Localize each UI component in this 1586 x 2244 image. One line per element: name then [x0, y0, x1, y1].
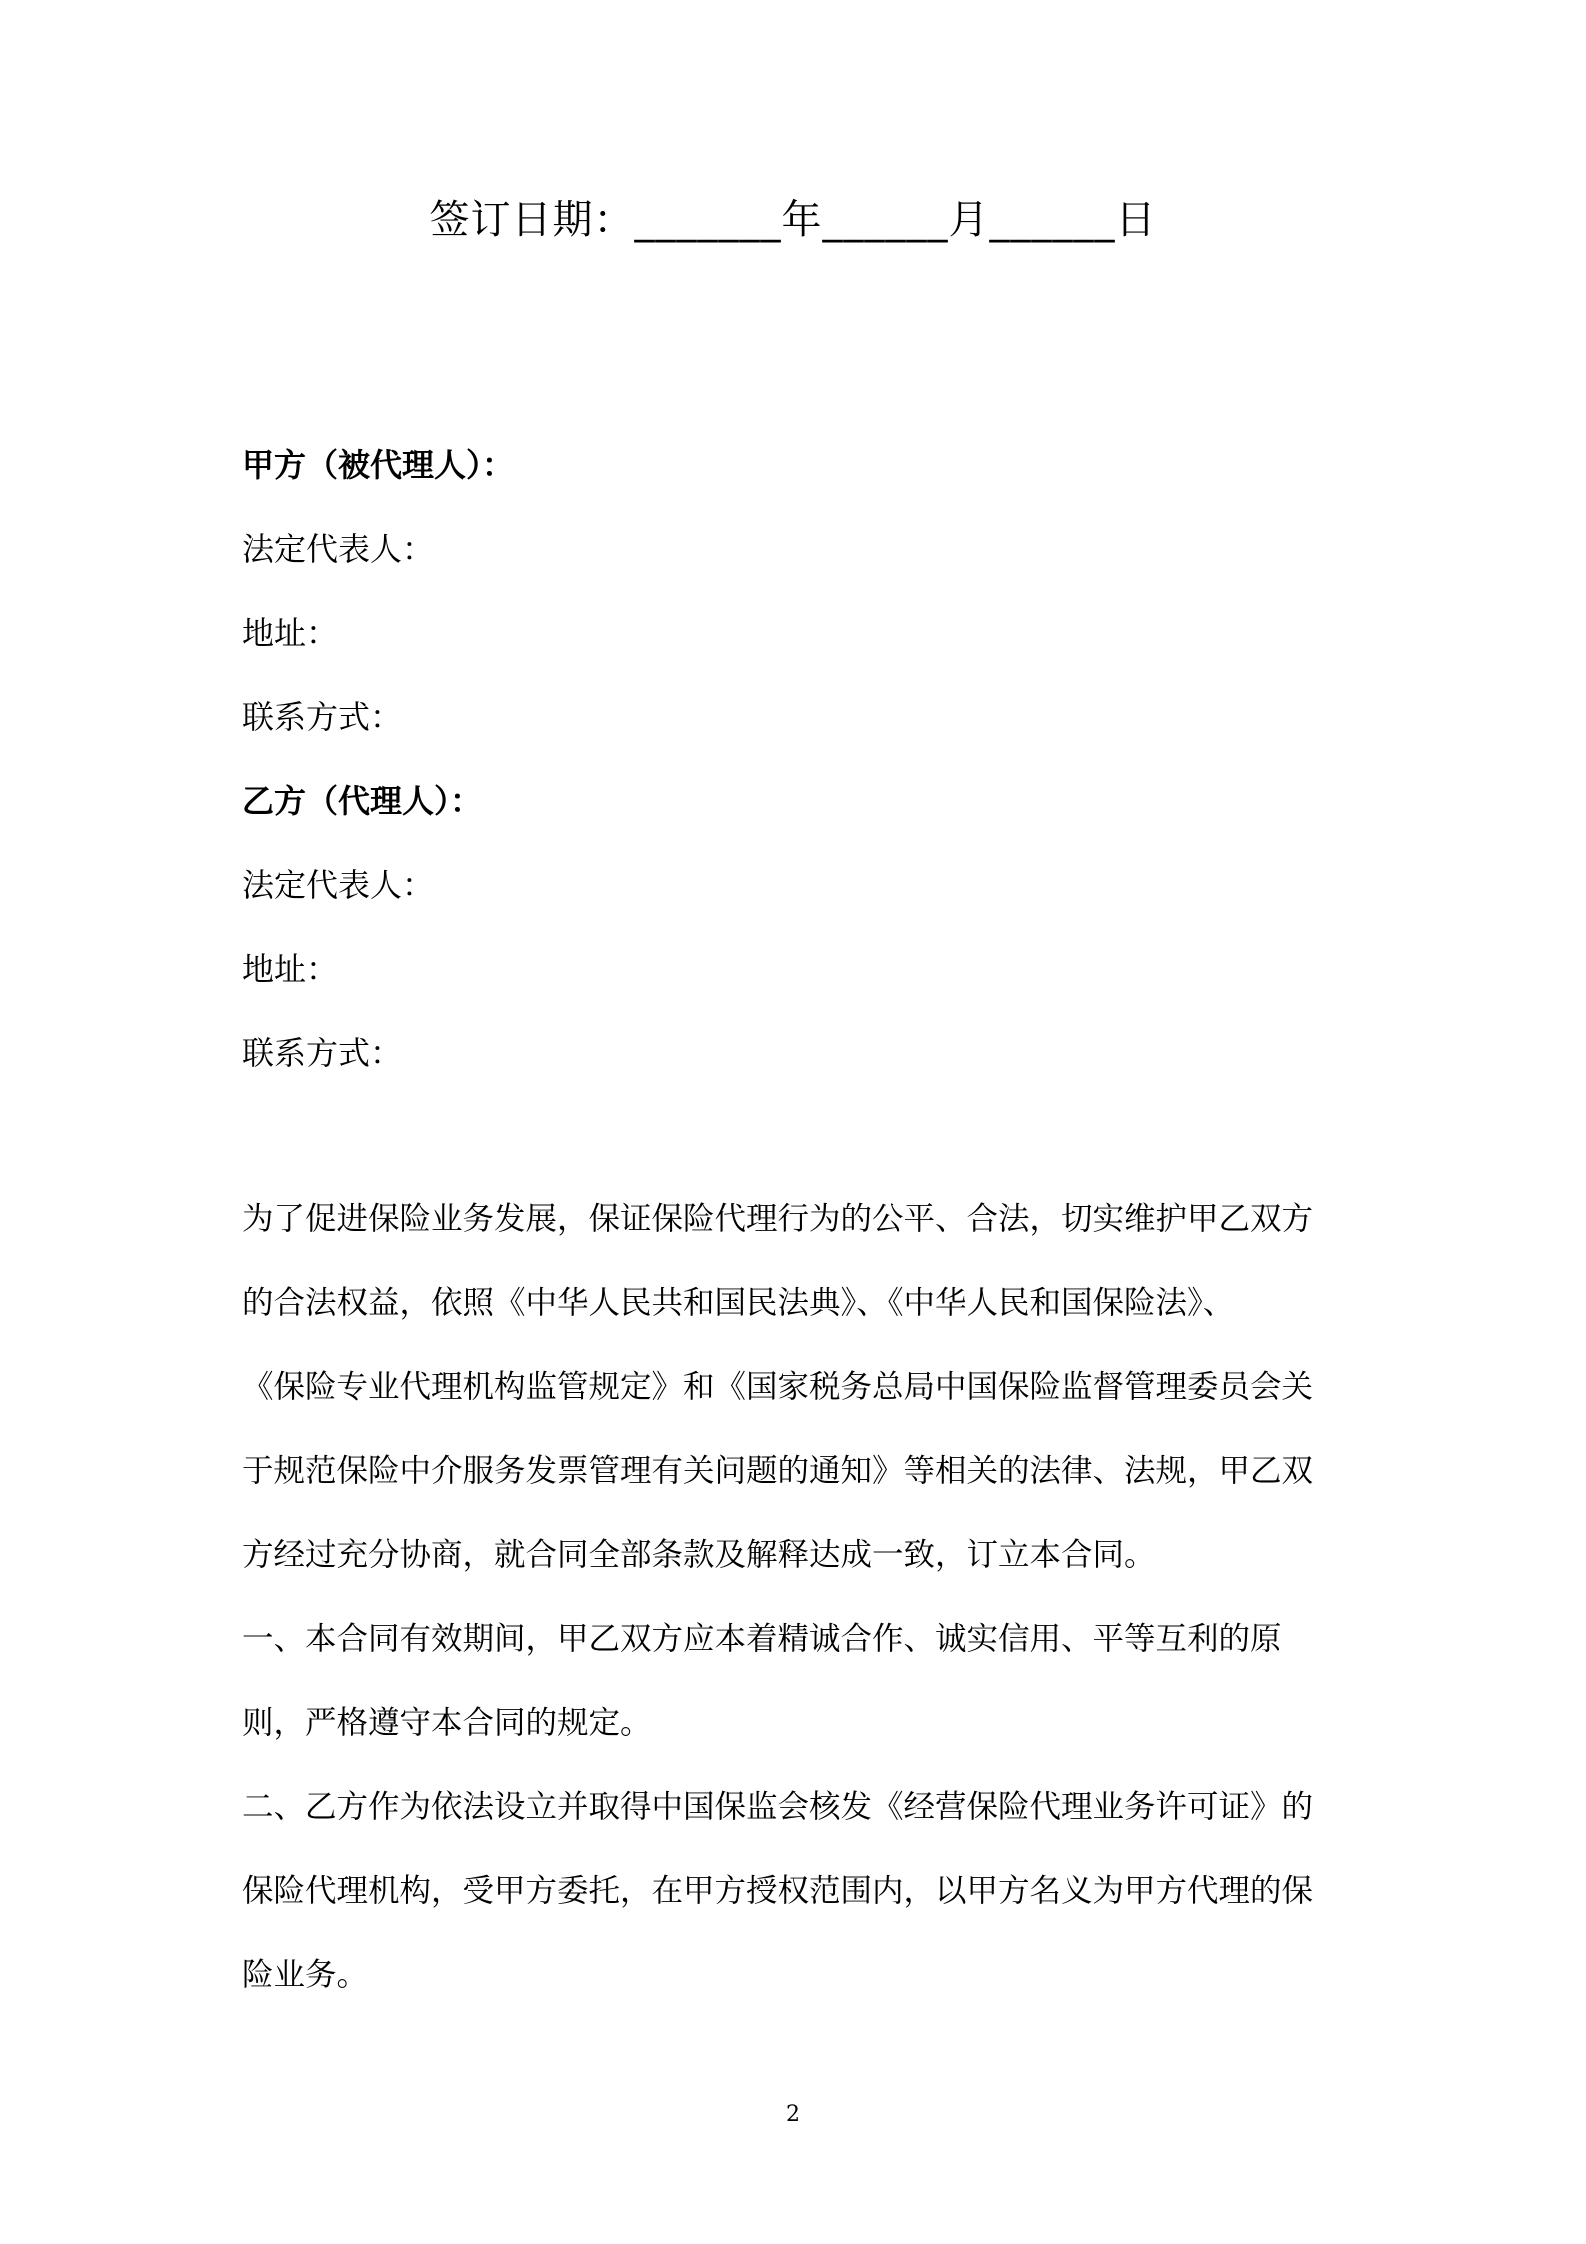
party-a-legal-rep-label: 法定代表人：: [242, 530, 435, 568]
parties-section: [242, 423, 1348, 1095]
page-number: 2: [786, 2102, 800, 2127]
party-a-heading: 甲方（被代理人）：: [242, 446, 515, 484]
clause-1-line: 一、本合同有效期间，甲乙双方应本着精诚合作、诚实信用、平等互利的原: [242, 1621, 1282, 1657]
party-b-heading: 乙方（代理人）：: [242, 782, 483, 820]
contract-body: [242, 1177, 1348, 2017]
clause-1-line: 则，严格遵守本合同的规定。: [242, 1705, 652, 1741]
preamble-line: 的合法权益，依照《中华人民共和国民法典》、《中华人民和国保险法》、: [242, 1285, 1235, 1321]
signing-date-line: 签订日期：_______年______月______日: [429, 197, 1157, 243]
clause-2-line: 二、乙方作为依法设立并取得中国保监会核发《经营保险代理业务许可证》的: [242, 1789, 1314, 1825]
clause-2-line: 险业务。: [242, 1957, 369, 1993]
preamble-line: 为了促进保险业务发展，保证保险代理行为的公平、合法，切实维护甲乙双方: [242, 1201, 1314, 1237]
preamble-line: 方经过充分协商，就合同全部条款及解释达成一致，订立本合同。: [242, 1537, 1156, 1573]
party-b-address-label: 地址：: [242, 950, 339, 988]
party-b-legal-rep-label: 法定代表人：: [242, 866, 435, 904]
preamble-line: 《保险专业代理机构监管规定》和《国家税务总局中国保险监督管理委员会关: [242, 1369, 1314, 1405]
party-a-address-label: 地址：: [242, 614, 339, 652]
clause-2-line: 保险代理机构，受甲方委托，在甲方授权范围内，以甲方名义为甲方代理的保: [242, 1873, 1314, 1909]
party-b-contact-label: 联系方式：: [242, 1034, 403, 1072]
preamble-line: 于规范保险中介服务发票管理有关问题的通知》等相关的法律、法规，甲乙双: [242, 1453, 1314, 1489]
party-a-contact-label: 联系方式：: [242, 698, 403, 736]
